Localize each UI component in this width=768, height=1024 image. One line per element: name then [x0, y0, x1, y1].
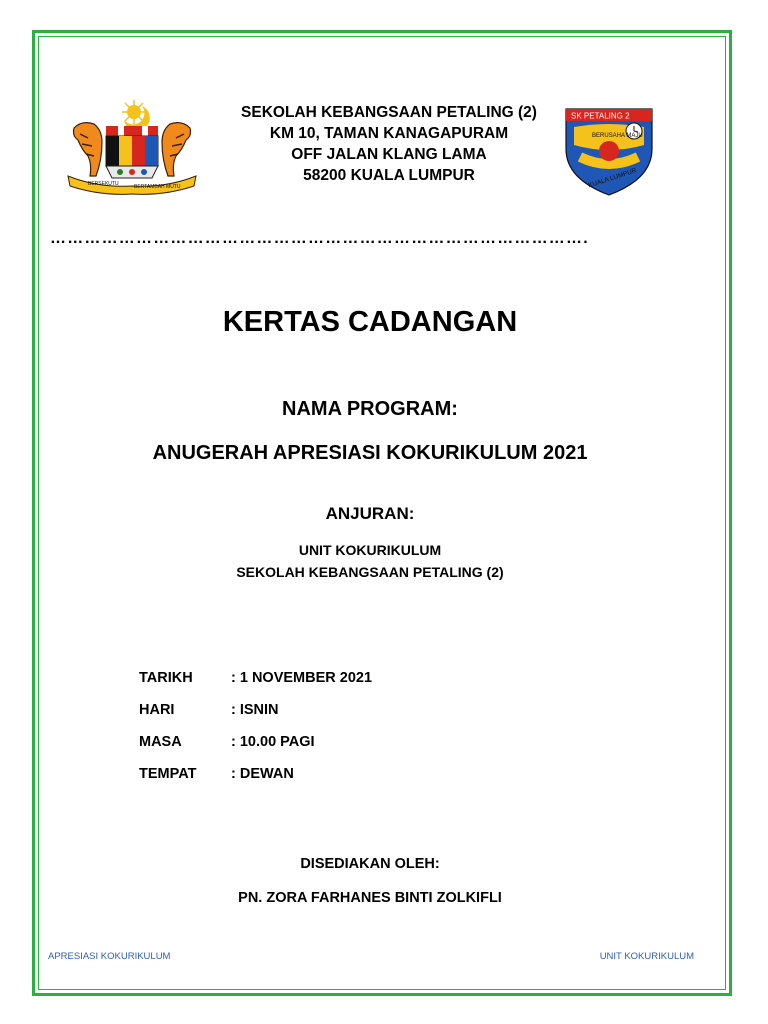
address-line-3: 58200 KUALA LUMPUR	[303, 167, 475, 184]
footer-right-text: UNIT KOKURIKULUM	[599, 951, 694, 962]
organizer-school: SEKOLAH KEBANGSAAN PETALING (2)	[236, 564, 504, 580]
organizer-label: ANJURAN:	[325, 504, 415, 523]
address-line-2: OFF JALAN KLANG LAMA	[291, 146, 487, 163]
malaysia-coat-of-arms-icon	[64, 98, 200, 196]
detail-value: : 10.00 PAGI	[231, 734, 315, 750]
program-name: ANUGERAH APRESIASI KOKURIKULUM 2021	[152, 442, 588, 464]
crest-motto-left: BERSEKUTU	[88, 181, 119, 187]
detail-key: TARIKH	[139, 670, 193, 686]
crest-motto-right: BERTAMBAH MUTU	[134, 184, 181, 190]
address-line-1: KM 10, TAMAN KANAGAPURAM	[269, 125, 509, 142]
event-details	[139, 670, 372, 798]
detail-key: TEMPAT	[139, 766, 197, 782]
school-address-block	[200, 102, 578, 186]
detail-key: HARI	[139, 702, 175, 718]
school-name: SEKOLAH KEBANGSAAN PETALING (2)	[241, 104, 537, 121]
document-title: KERTAS CADANGAN	[222, 306, 518, 338]
detail-value: : DEWAN	[231, 766, 294, 782]
school-logo-top-text: SK PETALING 2	[571, 111, 630, 121]
footer-left-text: APRESIASI KOKURIKULUM	[48, 951, 171, 962]
prepared-by-name: PN. ZORA FARHANES BINTI ZOLKIFLI	[238, 890, 502, 906]
detail-key: MASA	[139, 734, 182, 750]
detail-value: : 1 NOVEMBER 2021	[231, 670, 373, 686]
detail-row-time	[139, 734, 372, 766]
header-separator: ………………………………………………………………………………….	[50, 231, 589, 247]
organizer-block	[0, 539, 740, 583]
program-label: NAMA PROGRAM:	[282, 398, 458, 420]
prepared-by-label: DISEDIAKAN OLEH:	[300, 856, 440, 872]
school-logo-icon	[560, 105, 658, 197]
school-logo-motto: BERUSAHA MAJU	[592, 133, 643, 139]
school-logo-bottom-text: KUALA LUMPUR	[587, 167, 638, 190]
detail-row-venue	[139, 766, 372, 798]
detail-row-day	[139, 702, 372, 734]
detail-value: : ISNIN	[231, 702, 279, 718]
organizer-unit: UNIT KOKURIKULUM	[298, 542, 442, 558]
detail-row-date	[139, 670, 372, 702]
